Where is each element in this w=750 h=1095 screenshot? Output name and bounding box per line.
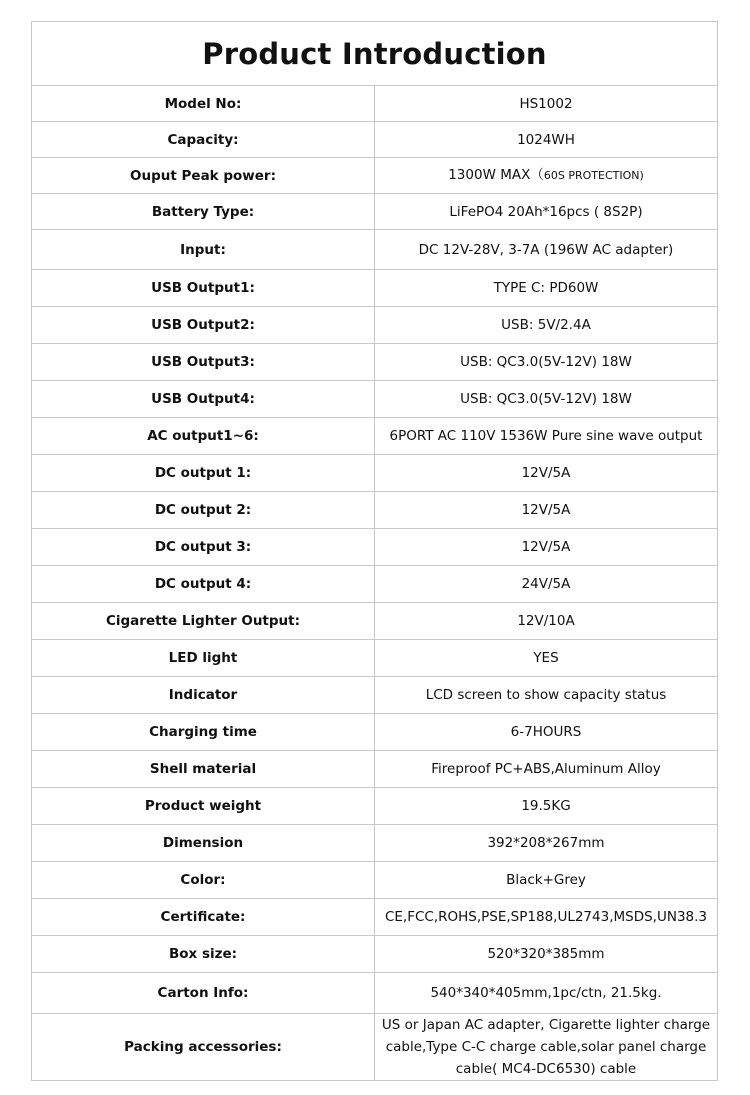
- table-row: [32, 270, 718, 307]
- spec-value-cell: [375, 270, 718, 307]
- table-row: [32, 529, 718, 566]
- spec-value-cell: [375, 86, 718, 122]
- spec-value: USB: 5V/2.4A: [501, 317, 591, 333]
- spec-label: AC output1~6:: [32, 418, 375, 455]
- spec-label: USB Output2:: [32, 307, 375, 344]
- table-row: [32, 86, 718, 122]
- spec-body: [32, 86, 718, 1081]
- table-row: [32, 158, 718, 194]
- spec-label: Dimension: [32, 825, 375, 862]
- table-row: [32, 825, 718, 862]
- spec-label: DC output 3:: [32, 529, 375, 566]
- spec-value-cell: [375, 344, 718, 381]
- table-row: [32, 344, 718, 381]
- table-row: [32, 418, 718, 455]
- spec-value: YES: [533, 650, 559, 666]
- spec-value-cell: [375, 381, 718, 418]
- spec-label: Model No:: [32, 86, 375, 122]
- spec-value-cell: [375, 899, 718, 936]
- title-row: [32, 22, 718, 86]
- spec-label: Carton Info:: [32, 973, 375, 1014]
- spec-label: LED light: [32, 640, 375, 677]
- spec-label: Charging time: [32, 714, 375, 751]
- spec-value: 6PORT AC 110V 1536W Pure sine wave output: [389, 428, 703, 444]
- spec-value: USB: QC3.0(5V-12V) 18W: [460, 354, 632, 370]
- spec-value-cell: [375, 862, 718, 899]
- table-row: [32, 788, 718, 825]
- spec-value-cell: [375, 677, 718, 714]
- spec-value-cell: [375, 158, 718, 194]
- spec-value: 12V/5A: [521, 465, 571, 481]
- spec-value: 1024WH: [517, 131, 575, 148]
- spec-value: CE,FCC,ROHS,PSE,SP188,UL2743,MSDS,UN38.3: [384, 909, 708, 925]
- table-row: [32, 1014, 718, 1081]
- spec-value-cell: [375, 751, 718, 788]
- spec-value: LCD screen to show capacity status: [425, 687, 667, 703]
- spec-label: DC output 2:: [32, 492, 375, 529]
- table-row: [32, 122, 718, 158]
- spec-value: USB: QC3.0(5V-12V) 18W: [460, 391, 632, 407]
- spec-value: 19.5KG: [521, 798, 571, 814]
- spec-label: USB Output3:: [32, 344, 375, 381]
- spec-value: US or Japan AC adapter, Cigarette lighter charge cable,Type C-C charge cable,solar panel charge cable( MC4-DC6530) cable: [381, 1017, 711, 1077]
- table-row: [32, 492, 718, 529]
- table-row: [32, 230, 718, 270]
- spec-label: Shell material: [32, 751, 375, 788]
- spec-value-cell: [375, 825, 718, 862]
- table-row: [32, 862, 718, 899]
- spec-value-cell: [375, 529, 718, 566]
- table-row: [32, 714, 718, 751]
- spec-value-cell: [375, 603, 718, 640]
- spec-value-cell: [375, 230, 718, 270]
- table-row: [32, 194, 718, 230]
- spec-value: 12V/5A: [521, 539, 571, 555]
- table-row: [32, 751, 718, 788]
- spec-value: DC 12V-28V, 3-7A (196W AC adapter): [418, 241, 674, 258]
- spec-table: [31, 21, 718, 1081]
- table-row: [32, 677, 718, 714]
- spec-value: 6-7HOURS: [510, 724, 582, 740]
- spec-label: Ouput Peak power:: [32, 158, 375, 194]
- spec-value-cell: [375, 936, 718, 973]
- spec-value-cell: [375, 455, 718, 492]
- spec-value-cell: [375, 307, 718, 344]
- table-row: [32, 973, 718, 1014]
- spec-value: 540*340*405mm,1pc/ctn, 21.5kg.: [430, 985, 662, 1001]
- table-row: [32, 307, 718, 344]
- spec-value: Black+Grey: [506, 872, 586, 888]
- spec-value-cell: [375, 973, 718, 1014]
- table-row: [32, 455, 718, 492]
- page-title: Product Introduction: [32, 22, 718, 86]
- spec-label: Box size:: [32, 936, 375, 973]
- spec-value-cell: [375, 566, 718, 603]
- table-row: [32, 603, 718, 640]
- spec-label: Cigarette Lighter Output:: [32, 603, 375, 640]
- table-row: [32, 640, 718, 677]
- spec-label: Packing accessories:: [32, 1014, 375, 1081]
- spec-label: Product weight: [32, 788, 375, 825]
- spec-value: Fireproof PC+ABS,Aluminum Alloy: [431, 761, 661, 777]
- spec-value: 12V/5A: [521, 502, 571, 518]
- spec-value-cell: [375, 492, 718, 529]
- spec-label: Battery Type:: [32, 194, 375, 230]
- spec-value: LiFePO4 20Ah*16pcs ( 8S2P): [449, 203, 643, 220]
- spec-label: USB Output4:: [32, 381, 375, 418]
- spec-label: Certificate:: [32, 899, 375, 936]
- spec-value: 12V/10A: [517, 613, 575, 629]
- spec-label: Input:: [32, 230, 375, 270]
- table-row: [32, 566, 718, 603]
- spec-value-cell: [375, 194, 718, 230]
- spec-value: TYPE C: PD60W: [493, 280, 599, 296]
- spec-value-cell: [375, 640, 718, 677]
- spec-label: Indicator: [32, 677, 375, 714]
- spec-label: USB Output1:: [32, 270, 375, 307]
- spec-value: HS1002: [519, 95, 573, 112]
- spec-label: DC output 1:: [32, 455, 375, 492]
- spec-value-cell: [375, 418, 718, 455]
- spec-label: DC output 4:: [32, 566, 375, 603]
- table-row: [32, 899, 718, 936]
- spec-value: 520*320*385mm: [487, 946, 605, 962]
- spec-value: 392*208*267mm: [487, 835, 605, 851]
- spec-value-cell: [375, 788, 718, 825]
- table-row: [32, 936, 718, 973]
- spec-value-cell: [375, 1014, 718, 1081]
- spec-label: Color:: [32, 862, 375, 899]
- spec-value: 24V/5A: [521, 576, 571, 592]
- table-row: [32, 381, 718, 418]
- spec-value: 1300W MAX（: [448, 167, 544, 183]
- spec-value-note: 60S PROTECTION): [543, 169, 644, 182]
- spec-value-cell: [375, 714, 718, 751]
- spec-label: Capacity:: [32, 122, 375, 158]
- spec-value-cell: [375, 122, 718, 158]
